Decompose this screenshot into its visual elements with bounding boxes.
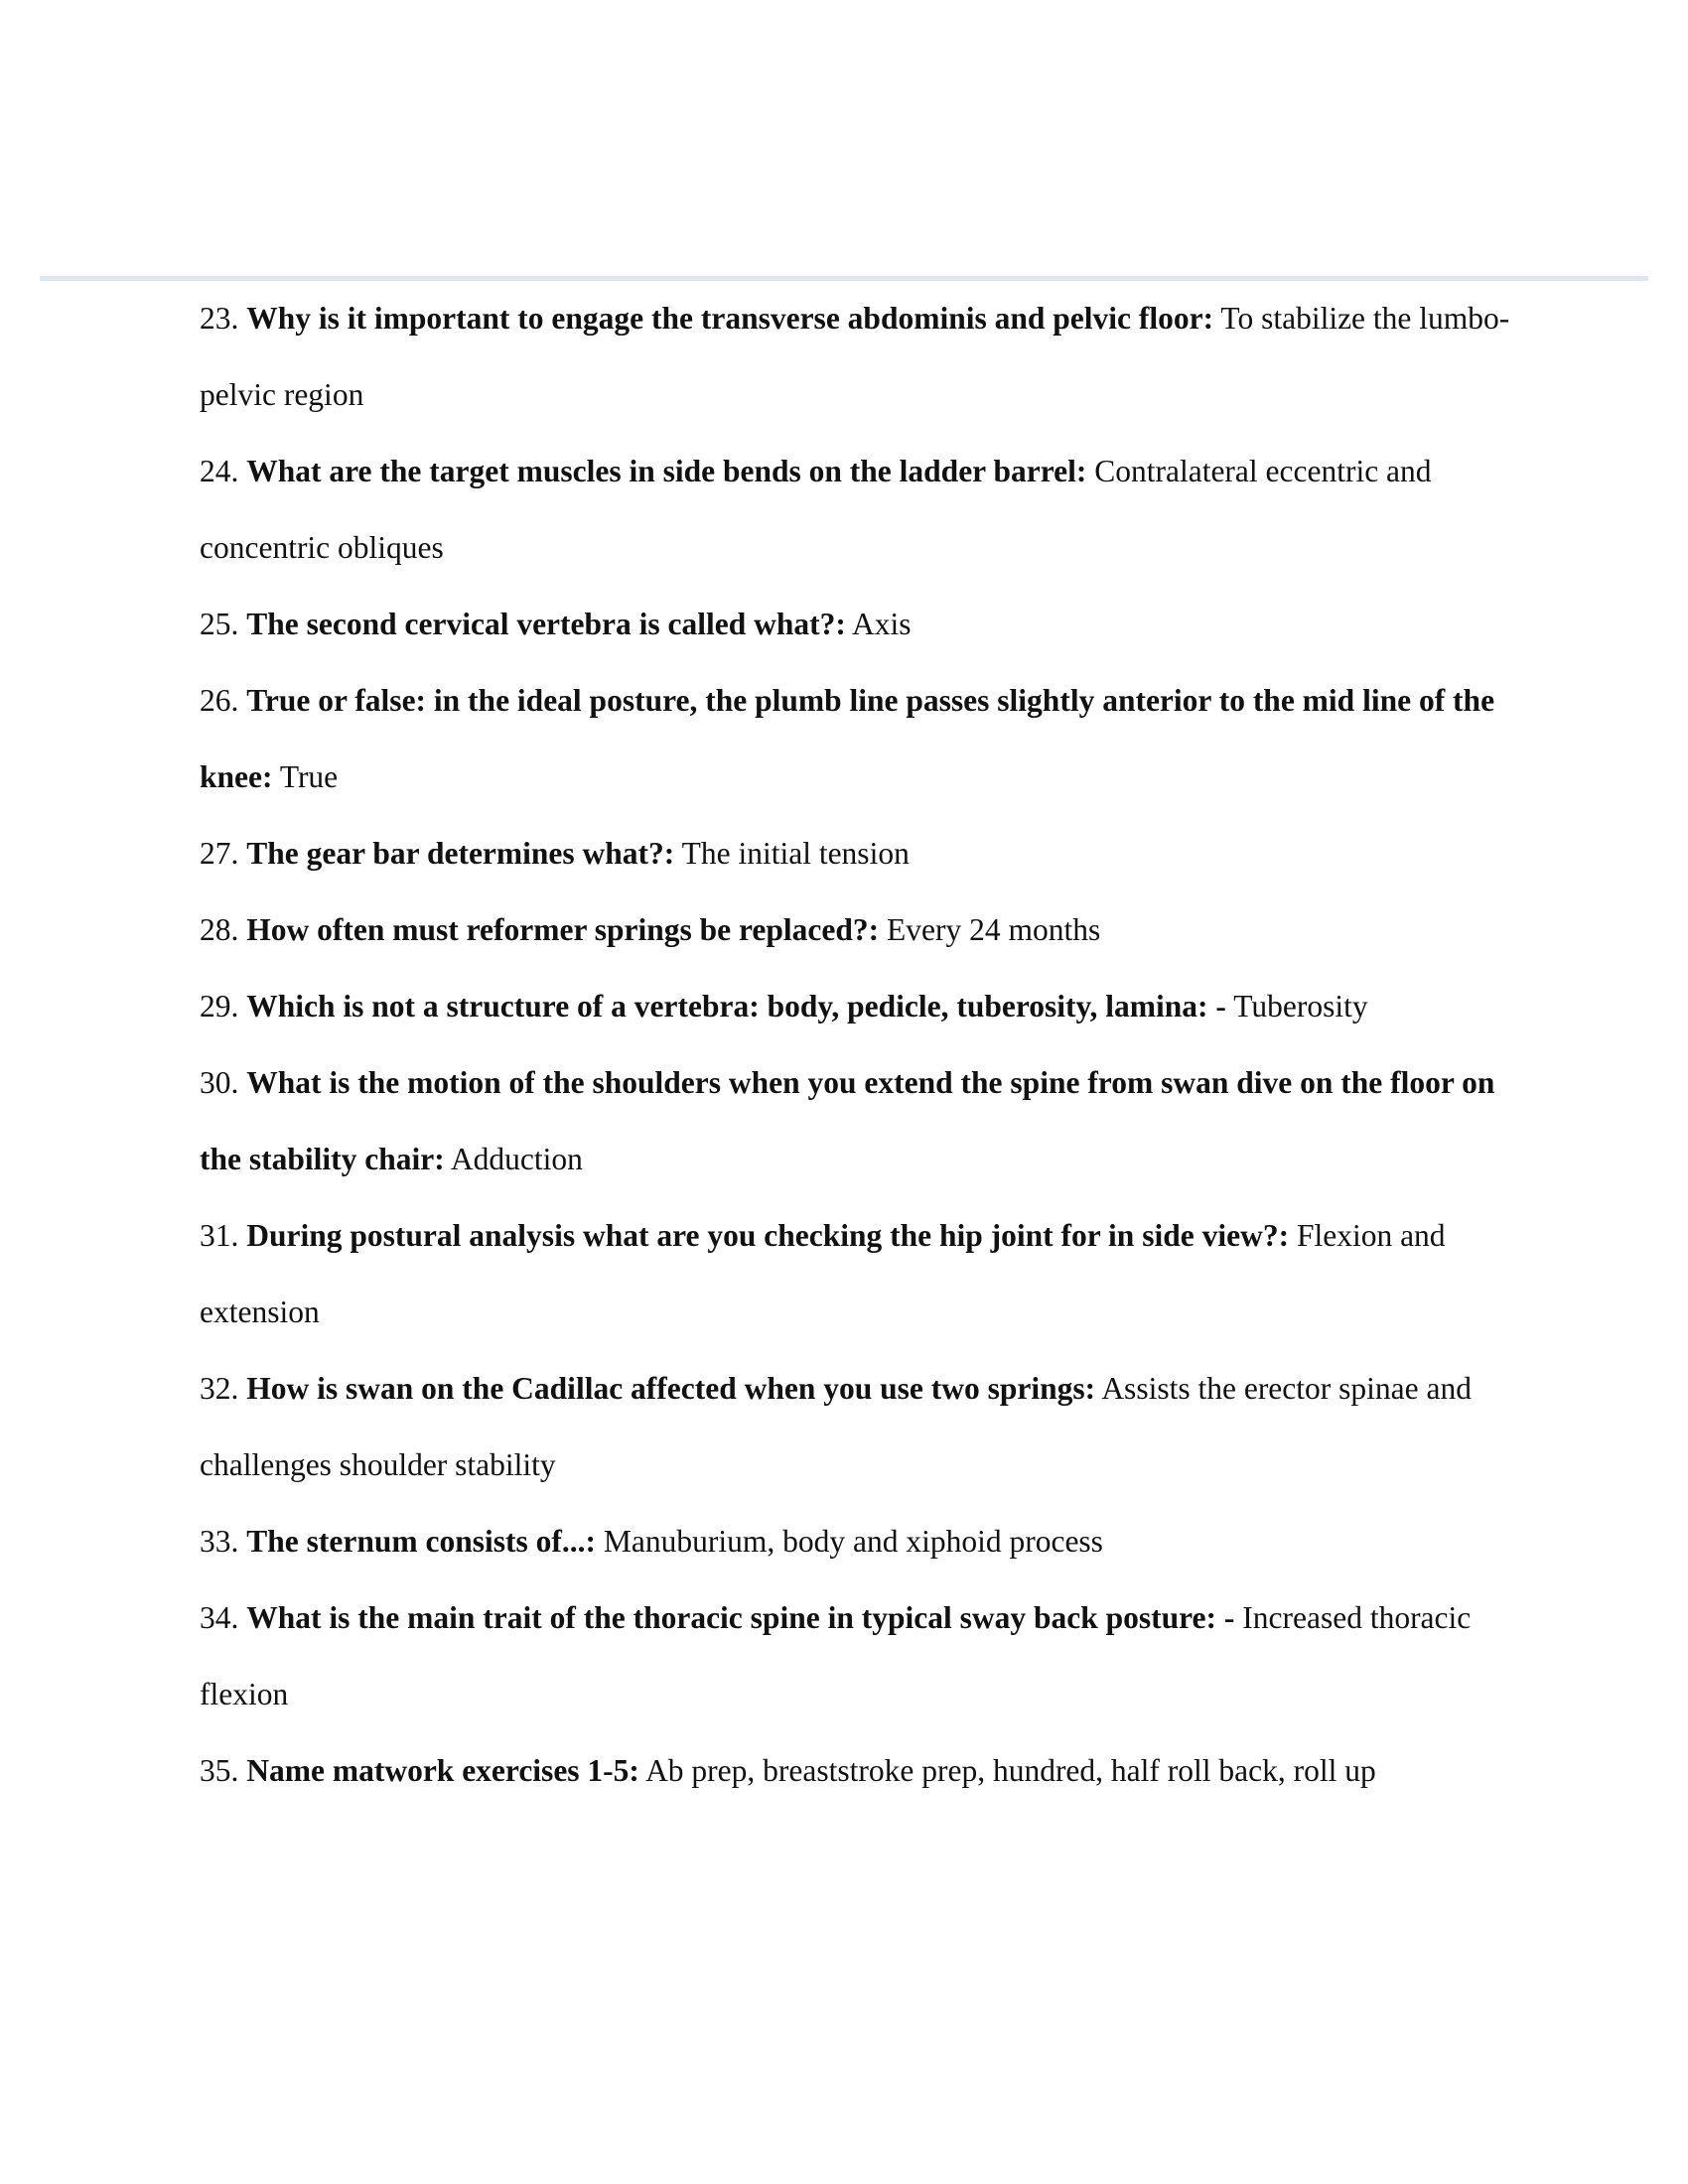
question-text: True or false: in the ideal posture, the plumb line passes slightly anterior to the mid line of the knee: [200,683,1495,794]
question-text: How often must reformer springs be replaced?: [246,912,880,947]
qa-item-34 [200,1579,1510,1732]
qa-item-23 [200,280,1510,433]
answer-text: To stabilize the lumbo-pelvic region [200,301,1510,412]
item-number: 31. [200,1218,239,1253]
question-text: How is swan on the Cadillac affected when you use two springs: [246,1371,1096,1406]
item-number: 32. [200,1371,239,1406]
item-number: 34. [200,1600,239,1635]
answer-text: Contralateral eccentric and concentric obliques [200,454,1432,565]
answer-text: Axis [852,607,912,641]
qa-item-24 [200,433,1510,586]
item-number: 29. [200,989,239,1024]
answer-text: Assists the erector spinae and challenges shoulder stability [200,1371,1472,1482]
answer-text: Manuburium, body and xiphoid process [603,1524,1103,1559]
qa-item-28 [200,891,1510,968]
answer-text: Adduction [450,1142,583,1176]
answer-text: Increased thoracic flexion [200,1600,1472,1711]
qa-item-27 [200,815,1510,891]
question-text: During postural analysis what are you checking the hip joint for in side view?: [246,1218,1290,1253]
question-text: The second cervical vertebra is called what?: [246,607,846,641]
qa-list [200,280,1510,1809]
item-number: 24. [200,454,239,488]
item-number: 27. [200,836,239,871]
qa-item-26 [200,662,1510,815]
question-text: What are the target muscles in side bends on the ladder barrel: [246,454,1087,488]
qa-item-25 [200,586,1510,662]
item-number: 30. [200,1065,239,1100]
item-number: 25. [200,607,239,641]
item-number: 23. [200,301,239,336]
answer-text: Every 24 months [887,912,1101,947]
qa-item-30 [200,1044,1510,1197]
question-text: What is the main trait of the thoracic spine in typical sway back posture: - [246,1600,1235,1635]
question-text: The sternum consists of...: [246,1524,596,1559]
question-text: What is the motion of the shoulders when you extend the spine from swan dive on the floor on the stability chair: [200,1065,1495,1176]
question-text: The gear bar determines what?: [246,836,675,871]
answer-text: Flexion and extension [200,1218,1446,1329]
question-text: Why is it important to engage the transverse abdominis and pelvic floor: [246,301,1214,336]
item-number: 26. [200,683,239,718]
item-number: 33. [200,1524,239,1559]
answer-text: Tuberosity [1233,989,1368,1024]
answer-text: Ab prep, breaststroke prep, hundred, half roll back, roll up [645,1753,1376,1788]
qa-item-31 [200,1197,1510,1350]
question-text: Name matwork exercises 1-5: [246,1753,639,1788]
question-text: Which is not a structure of a vertebra: body, pedicle, tuberosity, lamina: - [246,989,1226,1024]
qa-item-29 [200,968,1510,1044]
qa-item-33 [200,1503,1510,1579]
item-number: 35. [200,1753,239,1788]
answer-text: True [279,759,339,794]
answer-text: The initial tension [681,836,910,871]
item-number: 28. [200,912,239,947]
qa-item-32 [200,1350,1510,1503]
qa-item-35 [200,1732,1510,1809]
